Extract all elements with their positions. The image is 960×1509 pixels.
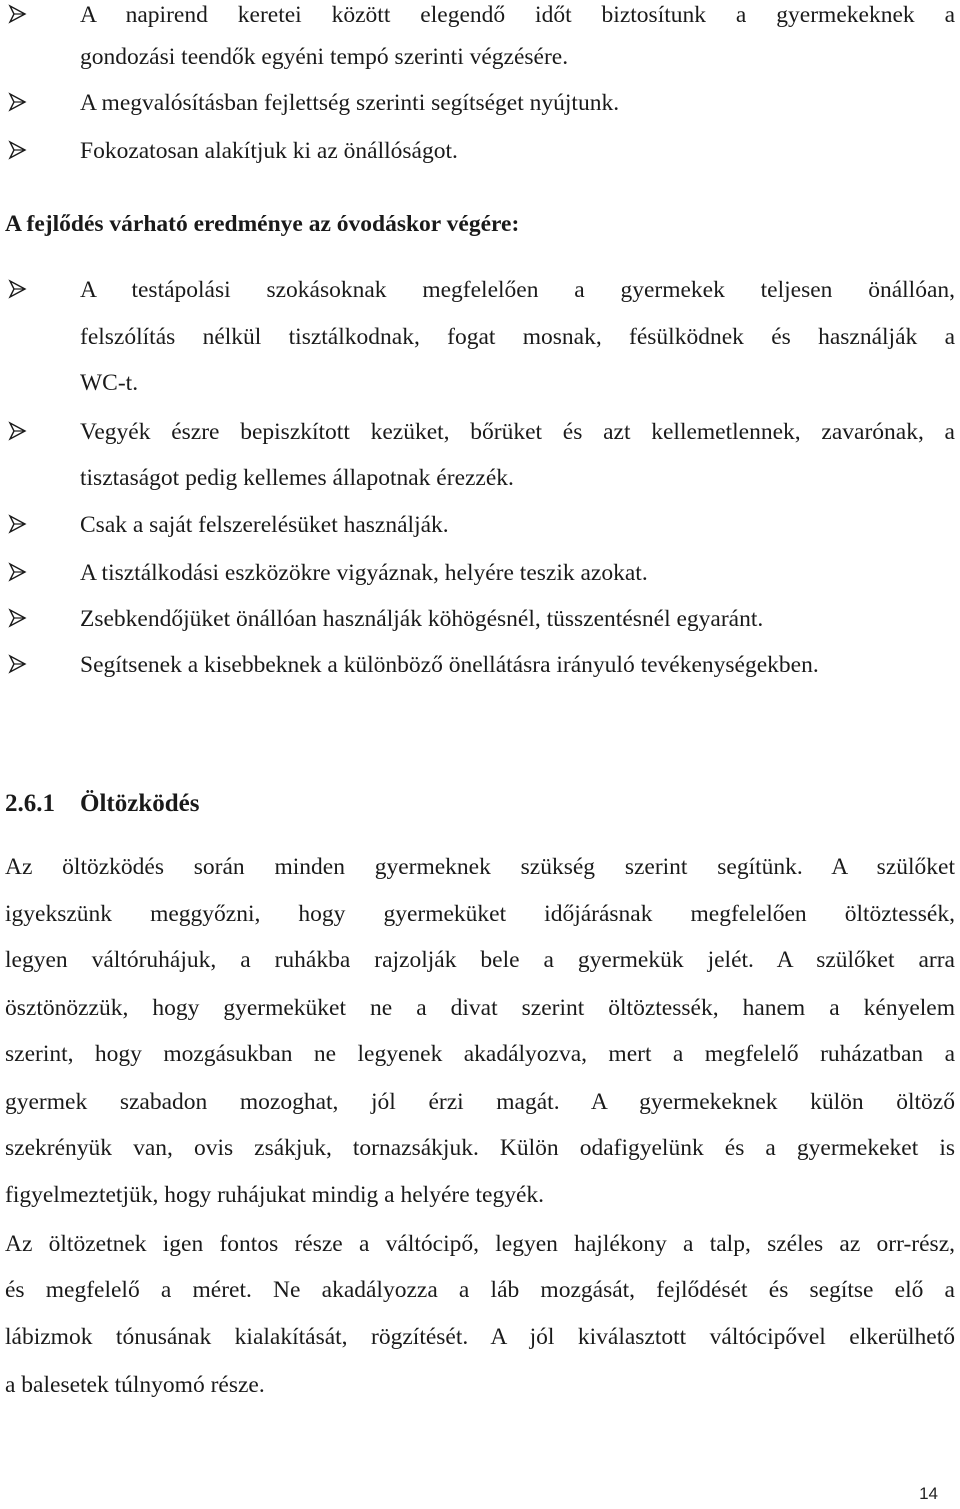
result-heading: A fejlődés várható eredménye az óvodáskor végére:	[5, 211, 520, 237]
bullet-item	[0, 88, 960, 118]
bullet-item	[0, 558, 960, 588]
paragraph-line: a balesetek túlnyomó része.	[5, 1372, 265, 1398]
arrowhead-bullet-icon	[7, 4, 27, 24]
section-heading	[0, 789, 960, 819]
arrowhead-bullet-icon	[7, 562, 27, 582]
paragraph-line: igyekszünk meggyőzni, hogy gyermeküket időjárásnak megfelelően öltöztessék,	[5, 901, 955, 927]
bullet-item	[0, 604, 960, 634]
bullet-continuation	[0, 368, 960, 398]
arrowhead-bullet-icon	[7, 654, 27, 674]
section-title: Öltözködés	[80, 790, 200, 817]
bullet-item	[0, 650, 960, 680]
bullet-text: Fokozatosan alakítjuk ki az önállóságot.	[80, 138, 458, 164]
paragraph-line: figyelmeztetjük, hogy ruhájukat mindig a helyére tegyék.	[5, 1182, 545, 1208]
bullet-item	[0, 136, 960, 166]
paragraph-line: lábizmok tónusának kialakítását, rögzítését. A jól kiválasztott váltócipővel elkerülhető	[5, 1324, 955, 1350]
bullet-text: A testápolási szokásoknak megfelelően a gyermekek teljesen önállóan,	[80, 277, 955, 303]
paragraph-line: gyermek szabadon mozoghat, jól érzi magát. A gyermekeknek külön öltöző	[5, 1089, 955, 1115]
bullet-continuation	[0, 322, 960, 352]
paragraph-line: ösztönözzük, hogy gyermeküket ne a divat szerint öltöztessék, hanem a kényelem	[5, 995, 955, 1021]
bullet-text: A tisztálkodási eszközökre vigyáznak, helyére teszik azokat.	[80, 560, 648, 586]
bullet-text: Csak a saját felszerelésüket használják.	[80, 512, 449, 538]
bullet-continuation	[0, 463, 960, 493]
section-number: 2.6.1	[5, 790, 55, 817]
paragraph-line: szekrényük van, ovis zsákjuk, tornazsákjuk. Külön odafigyelünk és a gyermekeket is	[5, 1135, 955, 1161]
arrowhead-bullet-icon	[7, 279, 27, 299]
bullet-text: Segítsenek a kisebbeknek a különböző önellátásra irányuló tevékenységekben.	[80, 652, 819, 678]
bullet-item	[0, 510, 960, 540]
paragraph-line: Az öltözetnek igen fontos része a váltócipő, legyen hajlékony a talp, széles az orr-rész,	[5, 1231, 955, 1257]
paragraph-line: szerint, hogy mozgásukban ne legyenek akadályozva, mert a megfelelő ruházatban a	[5, 1041, 955, 1067]
arrowhead-bullet-icon	[7, 514, 27, 534]
paragraph-line: Az öltözködés során minden gyermeknek szükség szerint segítünk. A szülőket	[5, 854, 955, 880]
bullet-text: A megvalósításban fejlettség szerinti segítséget nyújtunk.	[80, 90, 620, 116]
bullet-text: A napirend keretei között elegendő időt biztosítunk a gyermekeknek a	[80, 2, 955, 28]
arrowhead-bullet-icon	[7, 92, 27, 112]
arrowhead-bullet-icon	[7, 608, 27, 628]
bullet-continuation	[0, 42, 960, 72]
bullet-item	[0, 417, 960, 447]
page-number: 14	[919, 1484, 938, 1503]
paragraph-line: legyen váltóruhájuk, a ruhákba rajzolják bele a gyermekük jelét. A szülőket arra	[5, 947, 955, 973]
bullet-text: Zsebkendőjüket önállóan használják köhögésnél, tüsszentésnél egyaránt.	[80, 606, 764, 632]
bullet-item	[0, 0, 960, 30]
bullet-item	[0, 275, 960, 305]
arrowhead-bullet-icon	[7, 421, 27, 441]
bullet-text: gondozási teendők egyéni tempó szerinti végzésére.	[80, 44, 569, 70]
arrowhead-bullet-icon	[7, 140, 27, 160]
bullet-text: Vegyék észre bepiszkított kezüket, bőrüket és azt kellemetlennek, zavarónak, a	[80, 419, 955, 445]
paragraph-line: és megfelelő a méret. Ne akadályozza a láb mozgását, fejlődését és segítse elő a	[5, 1277, 955, 1303]
bullet-text: tisztaságot pedig kellemes állapotnak érezzék.	[80, 465, 514, 491]
bullet-text: WC-t.	[80, 370, 139, 396]
bullet-text: felszólítás nélkül tisztálkodnak, fogat mosnak, fésülködnek és használják a	[80, 324, 955, 350]
